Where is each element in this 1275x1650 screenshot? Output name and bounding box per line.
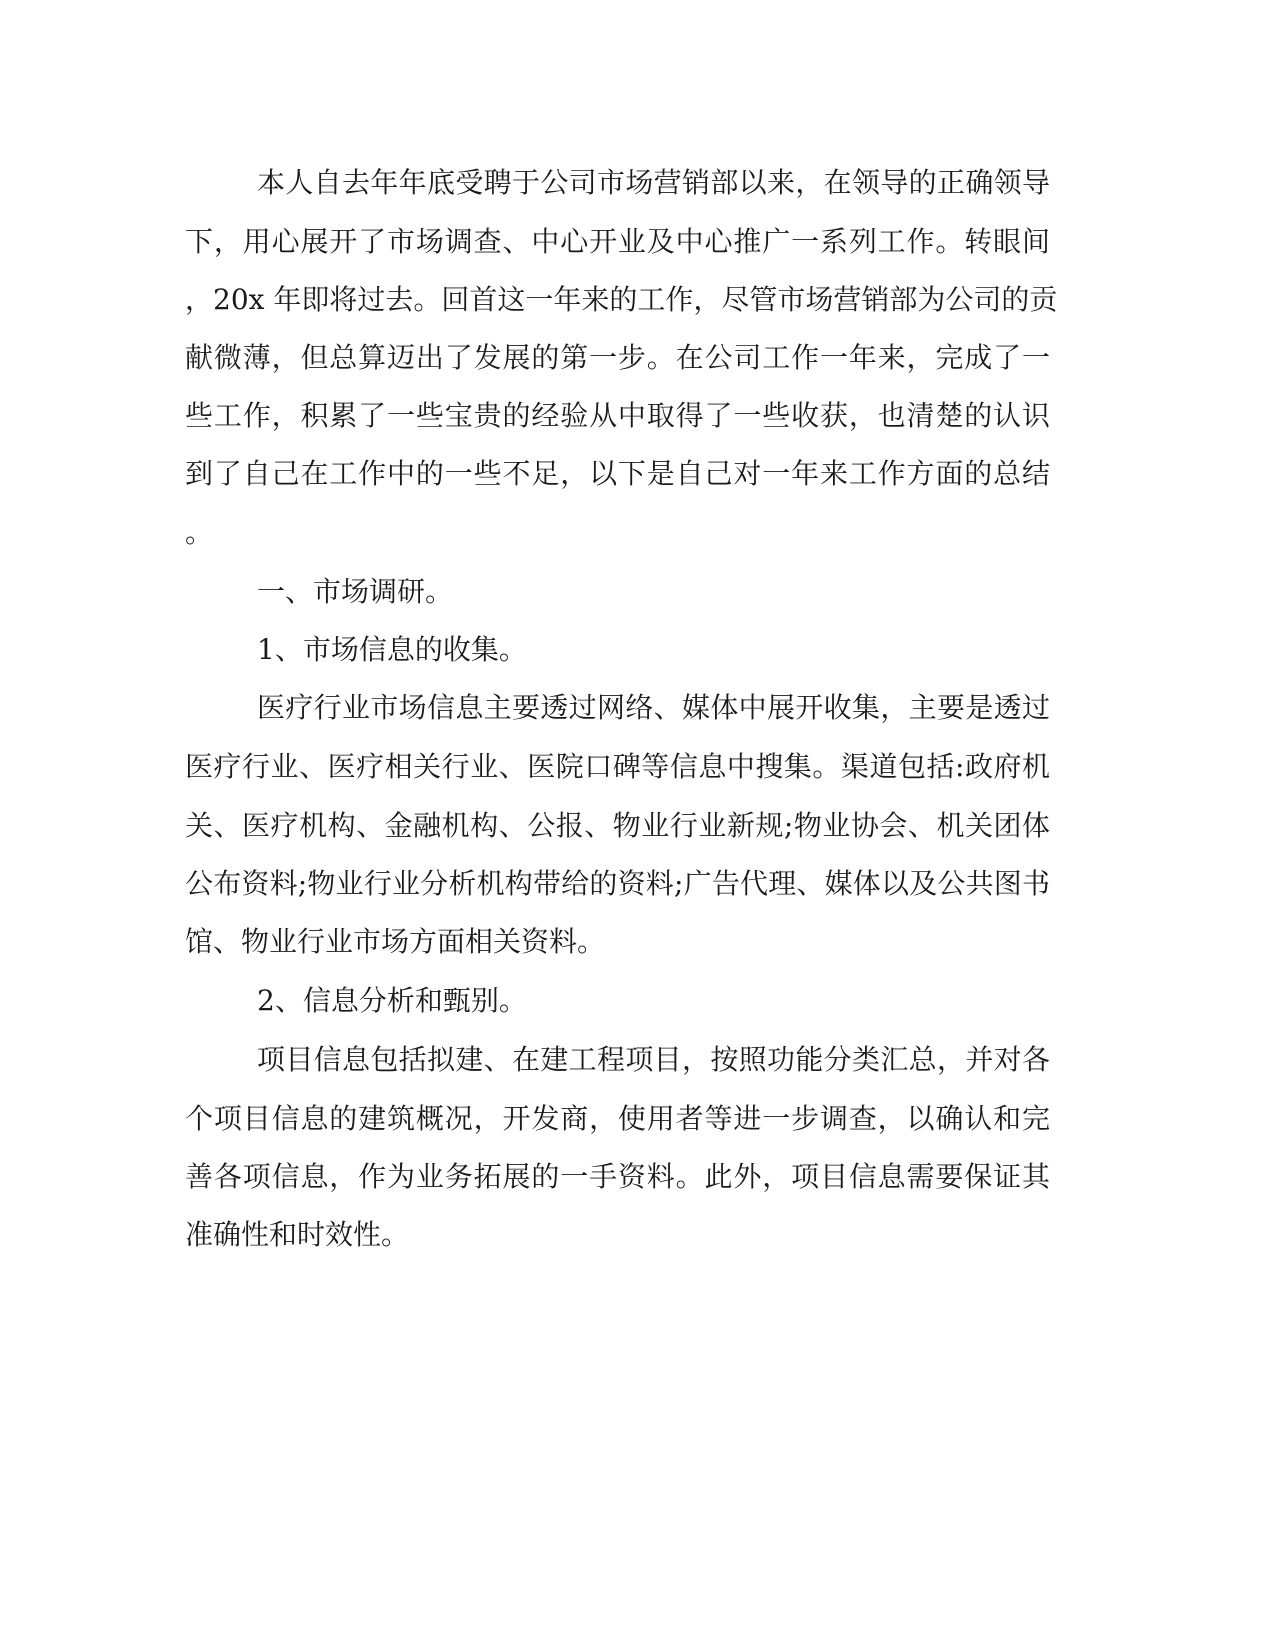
paragraph-2-line-2: 医疗行业、医疗相关行业、医院口碑等信息中搜集。渠道包括:政府机 [185, 750, 1050, 783]
paragraph-1-line-1: 本人自去年年底受聘于公司市场营销部以来，在领导的正确领导 [257, 166, 1050, 199]
paragraph-3-line-3: 善各项信息，作为业务拓展的一手资料。此外，项目信息需要保证其 [185, 1160, 1050, 1193]
paragraph-1-line-3: ，20x 年即将过去。回首这一年来的工作，尽管市场营销部为公司的贡 [185, 283, 1058, 316]
paragraph-1-line-2: 下，用心展开了市场调查、中心开业及中心推广一系列工作。转眼间 [185, 225, 1050, 258]
paragraph-3-line-4: 准确性和时效性。 [185, 1218, 410, 1251]
paragraph-2-line-5: 馆、物业行业市场方面相关资料。 [185, 925, 606, 958]
section-1-heading: 一、市场调研。 [257, 575, 454, 608]
paragraph-1-line-6: 到了自己在工作中的一些不足，以下是自己对一年来工作方面的总结 [185, 457, 1050, 490]
paragraph-1-line-7: 。 [185, 516, 214, 549]
paragraph-2-line-1: 医疗行业市场信息主要透过网络、媒体中展开收集，主要是透过 [257, 691, 1050, 724]
paragraph-2-line-4: 公布资料;物业行业分析机构带给的资料;广告代理、媒体以及公共图书 [185, 867, 1050, 900]
paragraph-2-line-3: 关、医疗机构、金融机构、公报、物业行业新规;物业协会、机关团体 [185, 809, 1050, 842]
paragraph-1-line-4: 献微薄，但总算迈出了发展的第一步。在公司工作一年来，完成了一 [185, 341, 1050, 374]
subsection-2-heading: 2、信息分析和甄别。 [257, 984, 527, 1017]
paragraph-3-line-2: 个项目信息的建筑概况，开发商，使用者等进一步调查，以确认和完 [185, 1102, 1050, 1135]
subsection-1-heading: 1、市场信息的收集。 [257, 633, 527, 666]
paragraph-3-line-1: 项目信息包括拟建、在建工程项目，按照功能分类汇总，并对各 [257, 1043, 1050, 1076]
paragraph-1-line-5: 些工作，积累了一些宝贵的经验从中取得了一些收获，也清楚的认识 [185, 399, 1050, 432]
